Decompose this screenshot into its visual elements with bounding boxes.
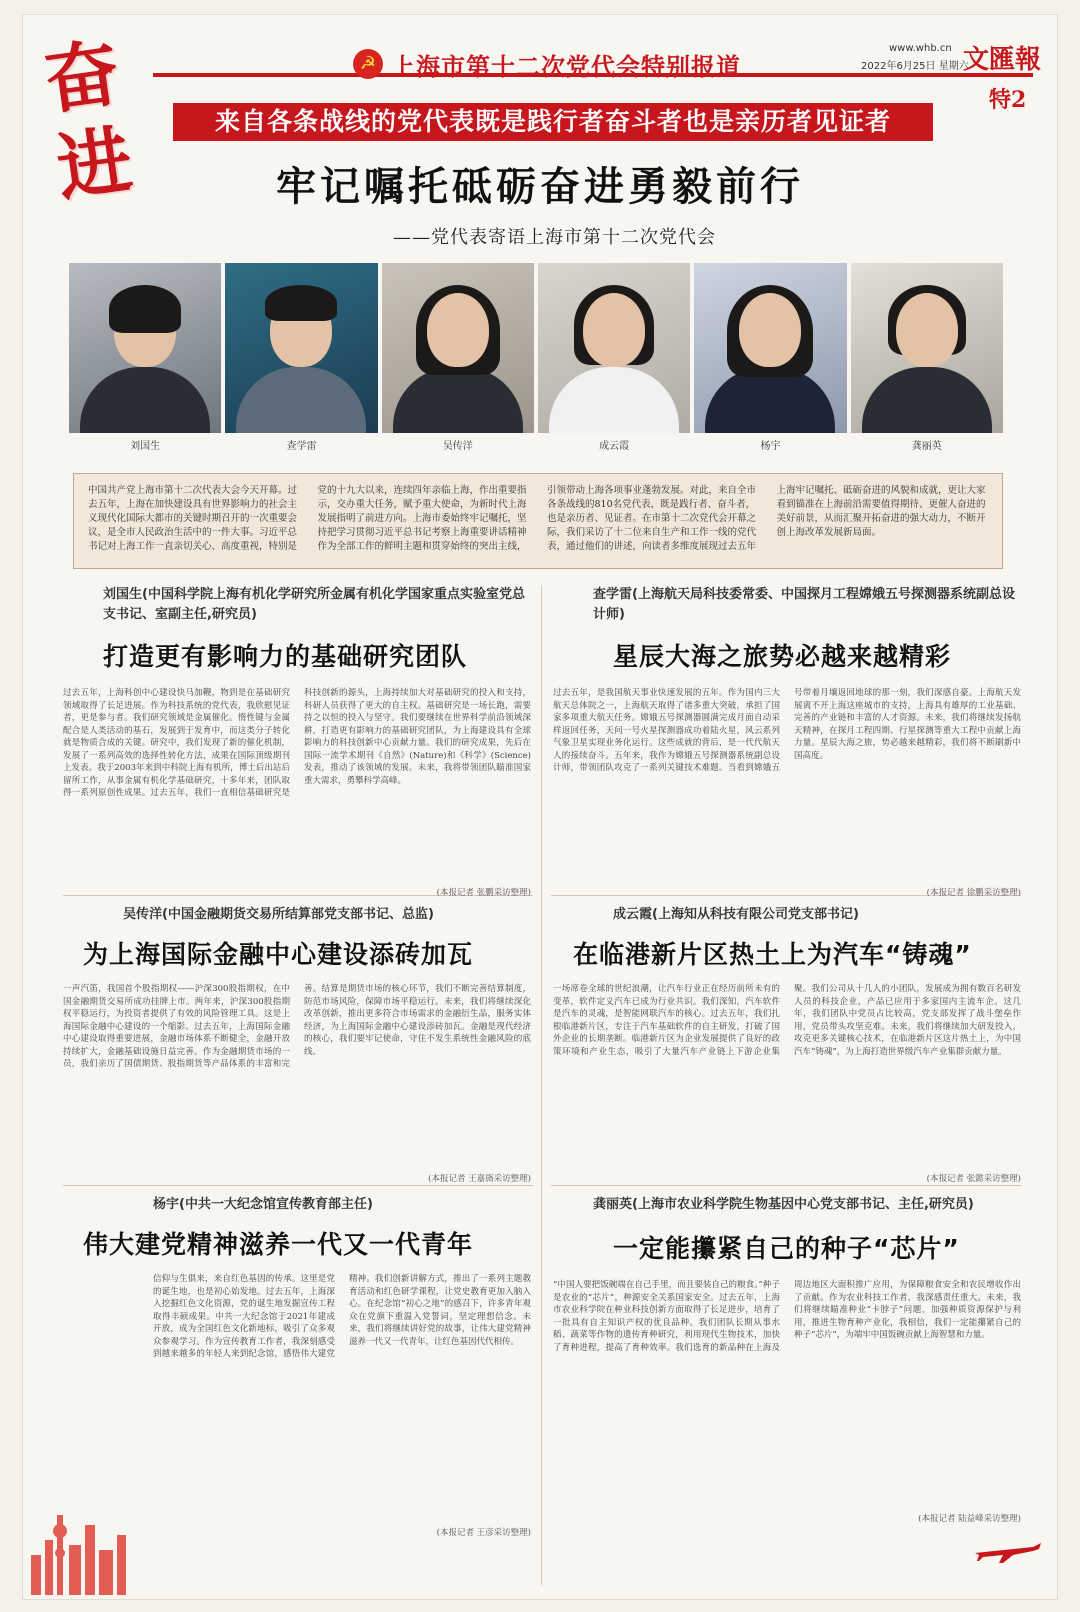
article-author: 刘国生(中国科学院上海有机化学研究所金属有机化学国家重点实验室党总支书记、室副主任,研究员) xyxy=(103,587,525,622)
row-divider xyxy=(551,1185,1021,1186)
delegate-photos xyxy=(69,263,1003,459)
article-wu xyxy=(63,905,531,1184)
photo-caption: 龚丽英 xyxy=(911,441,942,452)
article-credit: (本报记者 徐鹏采访整理) xyxy=(926,888,1021,898)
portrait-3 xyxy=(382,263,534,433)
special-report-title: 上海市第十二次党代会特别报道 xyxy=(391,53,741,81)
newspaper-logo: 文匯報 xyxy=(963,45,1042,75)
photo-caption: 吴传洋 xyxy=(442,441,473,452)
airplane-icon xyxy=(973,1535,1043,1565)
newspaper-page xyxy=(22,14,1058,1600)
article-author: 成云霞(上海知从科技有限公司党支部书记) xyxy=(613,907,859,922)
photo-caption: 成云霞 xyxy=(599,441,630,452)
sub-headline: ——党代表寄语上海市第十二次党代会 xyxy=(393,227,716,248)
article-author: 查学雷(上海航天局科技委常委、中国探月工程嫦娥五号探测器系统副总设计师) xyxy=(593,587,1015,622)
article-title: 为上海国际金融中心建设添砖加瓦 xyxy=(83,940,474,969)
article-title: 星辰大海之旅势必越来越精彩 xyxy=(613,642,952,671)
article-body: 一场席卷全球的世纪浪潮，让汽车行业正在经历前所未有的变革，软件定义汽车已成为行业共识。我们深知，汽车软件是汽车的灵魂，是智能网联汽车的核心。过去五年，我们扎根临港新片区，专注于汽车基础软件的自主研发，打破了国外企业的长期垄断。临港新片区为企业发展提供了良好的政策环境和产业生态，吸引了大量汽车产业链上下游企业集聚。我们公司从十几人的小团队，发展成为拥有数百名研发人员的科技企业，产品已应用于多家国内主流车企。这几年，我们团队中党员占比较高，党支部发挥了战斗堡垒作用，党员带头攻坚克难。未来，我们将继续加大研发投入，攻克更多关键核心技术，在临港新片区这片热土上，为中国汽车“铸魂”，为上海打造世界级汽车产业集群贡献力量。 xyxy=(553,984,1021,1057)
photo-3 xyxy=(382,263,534,459)
issue-date: 2022年6月25日 星期六 xyxy=(861,61,969,72)
article-credit: (本报记者 王嘉旖采访整理) xyxy=(428,1174,531,1184)
article-title: 在临港新片区热土上为汽车“铸魂” xyxy=(573,940,972,969)
article-credit: (本报记者 陆益峰采访整理) xyxy=(918,1514,1021,1524)
photo-1 xyxy=(69,263,221,459)
row-divider xyxy=(63,1185,533,1186)
article-body: 信仰与生俱来，来自红色基因的传承。这里是党的诞生地，也是初心始发地。过去五年，上海深入挖掘红色文化资源，党的诞生地发掘宣传工程取得丰硕成果。中共一大纪念馆于2021年建成开放，成为全国红色文化新地标，吸引了众多观众参观学习。作为宣传教育工作者，我深刻感受到越来越多的年轻人来到纪念馆，感悟伟大建党精神。我们创新讲解方式，推出了一系列主题教育活动和红色研学课程，让党史教育更加入脑入心。在纪念馆“初心之地”的感召下，许多青年观众在党旗下重温入党誓词，坚定理想信念。未来，我们将继续讲好党的故事，让伟大建党精神滋养一代又一代青年，让红色基因代代相传。 xyxy=(153,1274,531,1359)
article-title: 一定能攥紧自己的种子“芯片” xyxy=(613,1234,960,1263)
article-body: 过去五年，上海科创中心建设快马加鞭，物到是在基础研究领域取得了长足进展。作为科技系统的党代表，我欣慰见证者，更是参与者。我们研究领域是金属催化。惰性键与金属配合是人类活动的基石，发展到于发育中，而这类分子转化就是物质合成的关键。研究中，我们发现了新的催化机制，发展了一系列高效的选择性转化方法，成果在国际顶级期刊上发表。我于2003年来到中科院上海有机所，博士后出站后留所工作，从事金属有机化学基础研究，十多年来，团队取得一系列原创性成果。过去五年，我们一直相信基础研究是科技创新的源头，上海持续加大对基础研究的投入和支持，科研人员获得了更大的自主权。基础研究是一场长跑，需要持之以恒的投入与坚守。我们要继续在世界科学前沿领域深耕，打造更有影响力的基础研究团队，为上海建设具有全球影响力的科技创新中心贡献力量。我们的研究成果，先后在国际一流学术期刊《自然》(Nature)和《科学》(Science)发表，推动了该领域的发展。未来，我将带领团队瞄准国家重大需求，勇攀科学高峰。 xyxy=(63,688,531,798)
article-cheng xyxy=(553,905,1021,1184)
article-credit: (本报记者 张懿采访整理) xyxy=(926,1174,1021,1184)
article-author: 龚丽英(上海市农业科学院生物基因中心党支部书记、主任,研究员) xyxy=(593,1197,974,1212)
red-banner: 来自各条战线的党代表既是践行者奋斗者也是亲历者见证者 xyxy=(173,103,933,141)
portrait-1 xyxy=(69,263,221,433)
party-emblem-icon: ☭ xyxy=(353,49,383,79)
website-url: www.whb.cn xyxy=(889,43,952,54)
portrait-2 xyxy=(225,263,377,433)
photo-caption: 刘国生 xyxy=(130,441,161,452)
photo-5 xyxy=(694,263,846,459)
photo-6 xyxy=(851,263,1003,459)
fenjin-char-1: 奋 xyxy=(39,29,125,126)
article-body: “中国人要把饭碗端在自己手里，而且要装自己的粮食。”种子是农业的“芯片”，种源安全关系国家安全。过去五年，上海市农业科学院在种业科技创新方面取得了长足进步，培育了一批具有自主知识产权的优良品种。我们团队长期从事水稻、蔬菜等作物的遗传育种研究，利用现代生物技术，加快了育种进程，提高了育种效率。我们选育的新品种在上海及周边地区大面积推广应用，为保障粮食安全和农民增收作出了贡献。作为农业科技工作者，我深感责任重大。未来，我们将继续瞄准种业“卡脖子”问题，加强种质资源保护与利用，推进生物育种产业化，我相信，我们一定能攥紧自己的种子“芯片”，为端牢中国饭碗贡献上海智慧和力量。 xyxy=(553,1280,1021,1353)
page-number: 特2 xyxy=(989,87,1027,113)
photo-4 xyxy=(538,263,690,459)
photo-caption: 杨宇 xyxy=(760,441,781,452)
skyline-illustration xyxy=(23,1495,143,1595)
main-headline: 牢记嘱托砥砺奋进勇毅前行 xyxy=(276,164,804,210)
article-author: 杨宇(中共一大纪念馆宣传教育部主任) xyxy=(153,1197,373,1212)
article-gong xyxy=(553,1195,1021,1524)
article-author: 吴传洋(中国金融期货交易所结算部党支部书记、总监) xyxy=(123,907,434,922)
intro-box: 中国共产党上海市第十二次代表大会今天开幕。过去五年，上海在加快建设具有世界影响力的社会主义现代化国际大都市的关键时期召开的一次重要会议，是全市人民政治生活中的一件大事。习近平总书记对上海工作一直亲切关心、高度重视，特别是党的十九大以来，连续四年亲临上海，作出重要指示，交办重大任务，赋予重大使命，为新时代上海发展指明了前进方向。上海市委始终牢记嘱托，坚持把学习贯彻习近平总书记考察上海重要讲话精神作为全部工作的鲜明主题和贯穿始终的突出主线，引领带动上海各项事业蓬勃发展。对此，来自全市各条战线的810名党代表，既是践行者、奋斗者，也是亲历者、见证者。在市第十二次党代会开幕之际，我们采访了十二位来自生产和工作一线的党代表，通过他们的讲述，向读者多维度展现过去五年上海牢记嘱托、砥砺奋进的风貌和成就，更让大家看到锚准在上海前沿需要值得期待、更催人奋进的美好前景，从而汇聚开拓奋进的强大动力，不断开创上海改革发展新局面。 xyxy=(73,473,1003,569)
article-body: 一声汽笛，我国首个股指期权——沪深300股指期权，在中国金融期货交易所成功挂牌上市。两年来，沪深300股指期权平稳运行，为投资者提供了有效的风险管理工具。这是上海国际金融中心建设的一个缩影。过去五年，上海国际金融中心建设取得重要进展，金融市场体系不断健全，金融开放持续扩大，金融基础设施日益完善。作为金融期货市场的一员，我们亲历了国债期货、股指期货等产品体系的丰富和完善。结算是期货市场的核心环节，我们不断完善结算制度，防范市场风险，保障市场平稳运行。未来，我们将继续深化改革创新，推出更多符合市场需求的金融衍生品，服务实体经济，为上海国际金融中心建设添砖加瓦。金融是现代经济的核心，我们要牢记使命，守住不发生系统性金融风险的底线。 xyxy=(63,984,531,1069)
portrait-5 xyxy=(694,263,846,433)
photo-caption: 查学雷 xyxy=(286,441,317,452)
article-zha xyxy=(553,585,1021,898)
photo-2 xyxy=(225,263,377,459)
fenjin-char-2: 进 xyxy=(51,116,138,213)
article-body: 过去五年，是我国航天事业快速发展的五年。作为国内三大航天总体院之一，上海航天取得了诸多重大突破，承担了国家多项重大航天任务。嫦娥五号探测器圆满完成月面自动采样返回任务，天问一号火星探测器成功着陆火星，风云系列气象卫星实现业务化运行。这些成就的背后，是一代代航天人的接续奋斗。五年来，我作为嫦娥五号探测器系统副总设计师，带领团队攻克了一系列关键技术难题。当看到嫦娥五号带着月壤返回地球的那一刻，我们深感自豪。上海航天发展离不开上海这座城市的支持，上海具有雄厚的工业基础、完善的产业链和丰富的人才资源。未来，我们将继续发扬航天精神，在探月工程四期、行星探测等重大工程中贡献上海力量。星辰大海之旅，势必越来越精彩，我们将不断刷新中国高度。 xyxy=(553,688,1021,773)
portrait-4 xyxy=(538,263,690,433)
article-credit: (本报记者 张鹏采访整理) xyxy=(436,888,531,898)
article-title: 伟大建党精神滋养一代又一代青年 xyxy=(83,1230,474,1259)
column-divider xyxy=(541,585,542,1585)
article-title: 打造更有影响力的基础研究团队 xyxy=(103,642,468,671)
article-liu xyxy=(63,585,531,898)
article-yang xyxy=(63,1195,531,1538)
article-credit: (本报记者 王彦采访整理) xyxy=(436,1528,531,1538)
portrait-6 xyxy=(851,263,1003,433)
